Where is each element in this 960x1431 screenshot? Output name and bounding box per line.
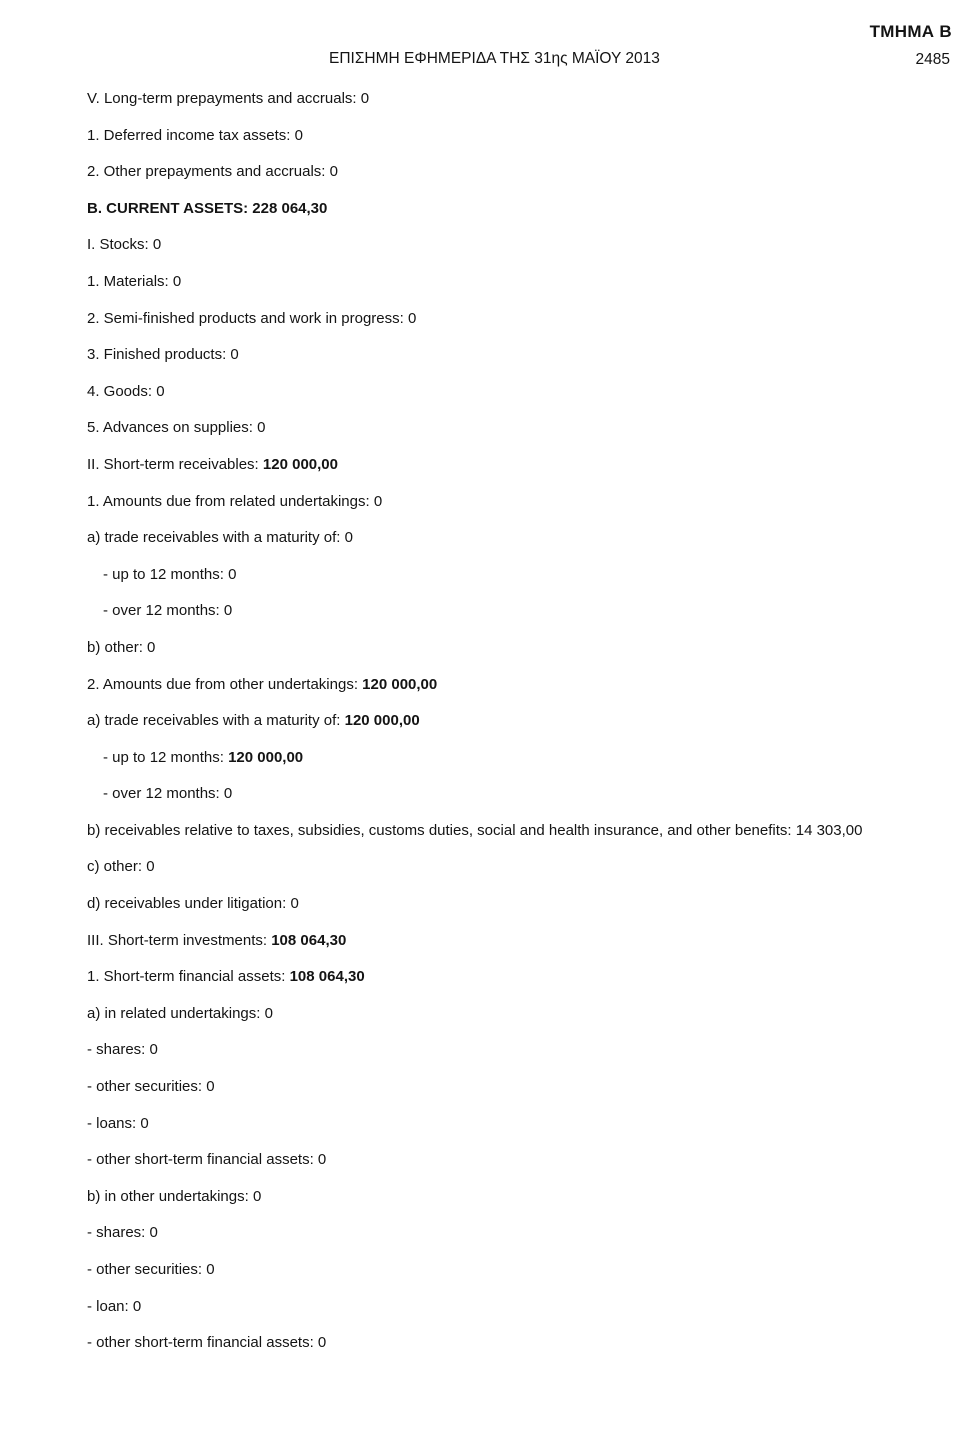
line-label: 3. Finished products: (87, 346, 231, 364)
line-amount: 108 064,30 (271, 931, 347, 949)
section-label: ΤΜΗΜΑ Β (869, 22, 952, 41)
balance-line (87, 271, 960, 308)
balance-line (87, 308, 960, 345)
line-label: - other securities: (87, 1078, 207, 1096)
line-label: b) receivables relative to taxes, subsidies, customs duties, social and health insurance, and other benefits: (87, 821, 796, 839)
balance-line (87, 454, 960, 491)
line-label: - over 12 months: (103, 785, 224, 803)
line-label: 2. Semi-finished products and work in progress: (87, 309, 408, 327)
line-label: b) in other undertakings: (87, 1187, 253, 1205)
line-amount: 0 (317, 1334, 327, 1352)
balance-line (103, 783, 960, 820)
balance-line (87, 417, 960, 454)
line-amount: 0 (152, 236, 162, 254)
line-amount: 0 (290, 895, 299, 913)
line-label: b) other: (87, 638, 148, 656)
balance-line (87, 930, 960, 967)
line-label: - other short-term financial assets: (87, 1151, 318, 1169)
line-amount: 120 000,00 (344, 712, 420, 730)
line-amount: 120 000,00 (262, 455, 338, 473)
line-amount: 0 (407, 309, 417, 327)
line-label: a) trade receivables with a maturity of: (87, 712, 345, 730)
line-amount: 120 000,00 (228, 748, 304, 766)
balance-line (103, 747, 960, 784)
line-label: 1. Materials: (87, 272, 173, 290)
line-amount: 0 (149, 1041, 158, 1059)
line-amount: 0 (149, 1224, 158, 1242)
balance-line (87, 1186, 960, 1223)
line-amount: 0 (329, 163, 338, 181)
balance-line (87, 820, 960, 857)
balance-line (87, 491, 960, 528)
line-amount: 0 (257, 419, 266, 437)
line-label: V. Long-term prepayments and accruals: (87, 90, 361, 107)
balance-line (87, 1222, 960, 1259)
line-label: d) receivables under litigation: (87, 895, 291, 913)
line-label: 1. Deferred income tax assets: (87, 126, 295, 144)
line-label: III. Short-term investments: (87, 931, 272, 949)
page-header (0, 0, 960, 80)
line-amount: 0 (344, 529, 353, 547)
balance-line (87, 381, 960, 418)
line-amount: 228 064,30 (252, 199, 328, 217)
balance-line (87, 1113, 960, 1150)
line-label: a) in related undertakings: (87, 1004, 265, 1022)
line-label: 1. Amounts due from related undertakings: (87, 492, 374, 510)
balance-line (87, 674, 960, 711)
line-label: 2. Other prepayments and accruals: (87, 163, 330, 181)
line-amount: 0 (206, 1261, 215, 1278)
gazette-title: ΕΠΙΣΗΜΗ ΕΦΗΜΕΡΙΔΑ ΤΗΣ 31ης ΜΑΪΟΥ 2013 (329, 50, 660, 67)
balance-line (87, 710, 960, 747)
line-label: I. Stocks: (87, 236, 153, 254)
line-amount: 108 064,30 (289, 968, 365, 986)
line-amount: 0 (230, 346, 239, 364)
balance-line (87, 344, 960, 381)
line-amount: 0 (317, 1151, 327, 1169)
line-amount: 0 (146, 858, 155, 876)
balance-line (87, 88, 960, 125)
line-label: 4. Goods: (87, 382, 157, 400)
balance-line (87, 527, 960, 564)
line-label: - shares: (87, 1041, 150, 1059)
line-label: - over 12 months: (103, 602, 224, 620)
balance-line (103, 600, 960, 637)
balance-line (87, 1259, 960, 1296)
page-number: 2485 (915, 51, 950, 68)
balance-line (87, 1003, 960, 1040)
line-amount: 0 (264, 1004, 273, 1022)
line-amount: 0 (132, 1297, 142, 1315)
balance-line (87, 198, 960, 235)
line-label: - up to 12 months: (103, 565, 229, 583)
line-amount: 0 (228, 565, 237, 583)
line-label: a) trade receivables with a maturity of: (87, 529, 345, 547)
line-label: - shares: (87, 1224, 150, 1242)
balance-line (87, 234, 960, 271)
line-label: 5. Advances on supplies: (87, 419, 258, 437)
balance-line (87, 1039, 960, 1076)
balance-line (87, 1296, 960, 1333)
line-amount: 0 (140, 1114, 149, 1132)
line-amount: 0 (206, 1078, 215, 1096)
line-label: - other short-term financial assets: (87, 1334, 318, 1352)
line-label: - loans: (87, 1114, 141, 1132)
line-amount: 14 303,00 (795, 821, 863, 839)
line-label: 1. Short-term financial assets: (87, 968, 290, 986)
line-amount: 0 (147, 638, 156, 656)
line-amount: 0 (294, 126, 303, 144)
balance-line (87, 893, 960, 930)
balance-line (87, 1332, 960, 1369)
line-label: II. Short-term receivables: (87, 455, 263, 473)
line-amount: 0 (252, 1187, 262, 1205)
line-label: - other securities: (87, 1261, 207, 1278)
line-label: - loan: (87, 1297, 133, 1315)
line-amount: 0 (223, 785, 233, 803)
line-amount: 0 (373, 492, 383, 510)
balance-line (87, 856, 960, 893)
line-amount: 0 (156, 382, 165, 400)
balance-line (87, 1149, 960, 1186)
balance-line (87, 125, 960, 162)
line-amount: 0 (223, 602, 233, 620)
line-label: 2. Amounts due from other undertakings: (87, 675, 363, 693)
balance-sheet-lines (0, 88, 960, 1369)
line-label: c) other: (87, 858, 147, 876)
line-amount: 0 (360, 90, 370, 107)
balance-line (87, 966, 960, 1003)
line-amount: 0 (172, 272, 182, 290)
line-label: - up to 12 months: (103, 748, 229, 766)
balance-line (103, 564, 960, 601)
line-label: B. CURRENT ASSETS: (87, 199, 253, 217)
balance-line (87, 161, 960, 198)
balance-line (87, 1076, 960, 1113)
balance-line (87, 637, 960, 674)
line-amount: 120 000,00 (362, 675, 438, 693)
